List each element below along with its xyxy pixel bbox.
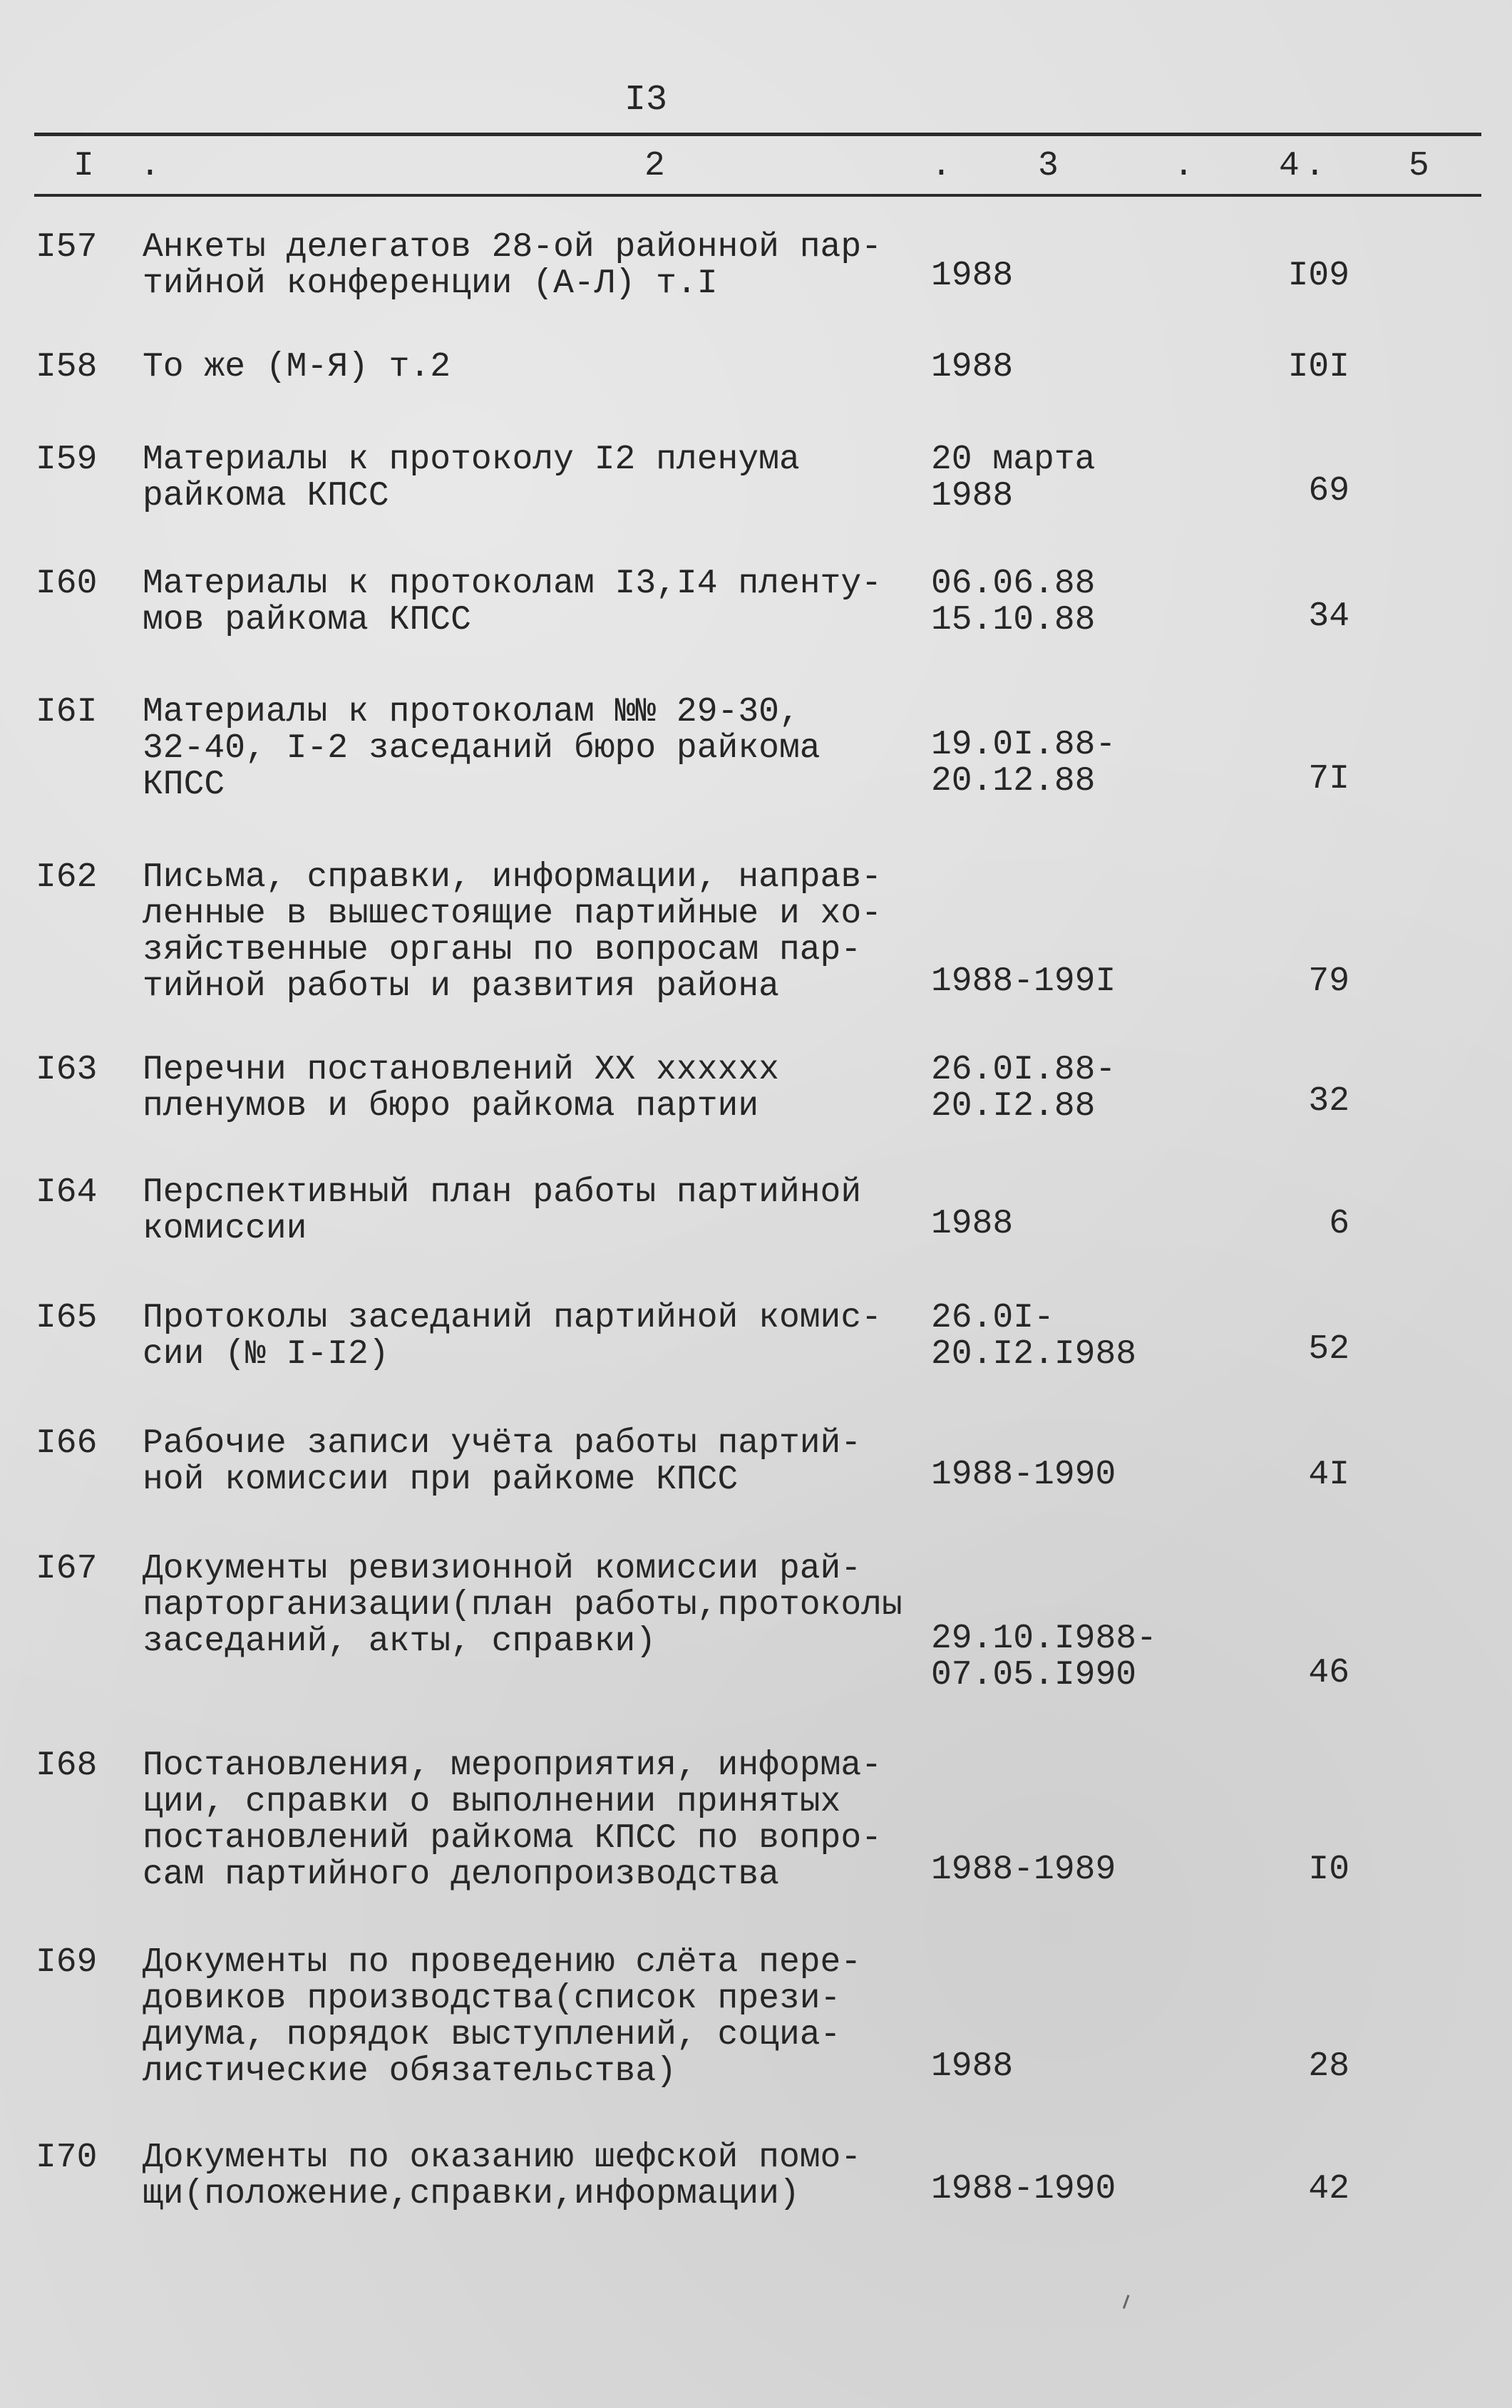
- entry-date: 06.06.88 15.10.88: [931, 565, 1096, 639]
- entry-sheet-count: 6: [1329, 1205, 1349, 1243]
- page-number: I3: [624, 80, 668, 120]
- entry-date: 1988: [931, 257, 1014, 295]
- pen-mark: [1123, 2295, 1133, 2310]
- entry-title: Материалы к протоколам №№ 29-30, 32-40, I-2 заседаний бюро райкома КПСС: [143, 693, 821, 804]
- entry-number: I57: [36, 228, 98, 267]
- entry-date: 1988: [931, 1205, 1014, 1243]
- entry-sheet-count: 42: [1308, 2170, 1349, 2208]
- entry-title: Протоколы заседаний партийной комис- сии (№ I-I2): [143, 1299, 882, 1374]
- entry-sheet-count: I09: [1287, 257, 1349, 295]
- entry-number: I58: [36, 348, 98, 386]
- entry-sheet-count: 4I: [1308, 1456, 1349, 1494]
- entry-date: 20 марта 1988: [931, 441, 1096, 515]
- entry-title: Материалы к протоколам I3,I4 пленту- мов райкома КПСС: [143, 565, 882, 639]
- entry-title: Анкеты делегатов 28-ой районной пар- тийной конференции (А-Л) т.I: [143, 228, 882, 303]
- entry-number: I70: [36, 2139, 98, 2177]
- entry-date: 1988: [931, 2047, 1014, 2086]
- column-header-1: I: [73, 147, 94, 185]
- entry-number: I65: [36, 1299, 98, 1337]
- column-separator: .: [1173, 147, 1194, 185]
- column-header-3: 3: [1038, 147, 1059, 185]
- entry-sheet-count: I0: [1308, 1851, 1349, 1889]
- entry-number: I66: [36, 1424, 98, 1463]
- column-separator: .: [140, 147, 160, 185]
- entry-title: То же (М-Я) т.2: [143, 348, 451, 386]
- entry-title: Документы ревизионной комиссии рай- парторганизации(план работы,протоколы заседаний, акты, справки): [143, 1550, 902, 1661]
- entry-number: I59: [36, 441, 98, 479]
- entry-date: 26.0I.88- 20.I2.88: [931, 1051, 1116, 1126]
- header-top-rule: [34, 133, 1481, 136]
- column-header-4: 4: [1279, 147, 1300, 185]
- entry-title: Рабочие записи учёта работы партий- ной комиссии при райкоме КПСС: [143, 1424, 862, 1499]
- entry-number: I6I: [36, 693, 98, 731]
- entry-sheet-count: 32: [1308, 1082, 1349, 1121]
- entry-number: I63: [36, 1051, 98, 1089]
- column-header-2: 2: [644, 147, 665, 185]
- column-separator: .: [931, 147, 952, 185]
- entry-number: I67: [36, 1550, 98, 1588]
- entry-sheet-count: 7I: [1308, 760, 1349, 798]
- entry-number: I60: [36, 565, 98, 603]
- entry-date: 26.0I- 20.I2.I988: [931, 1299, 1137, 1374]
- entry-number: I69: [36, 1943, 98, 1982]
- entry-title: Документы по оказанию шефской помо- щи(положение,справки,информации): [143, 2139, 862, 2213]
- entry-sheet-count: 79: [1308, 962, 1349, 1001]
- entry-date: 1988-199I: [931, 962, 1116, 1001]
- entry-sheet-count: 52: [1308, 1330, 1349, 1369]
- entry-title: Письма, справки, информации, направ- ленные в вышестоящие партийные и хо- зяйственные органы по вопросам пар- тийной работы и развития района: [143, 858, 882, 1006]
- header-bottom-rule: [34, 194, 1481, 197]
- entry-number: I62: [36, 858, 98, 897]
- entry-date: 1988-1990: [931, 1456, 1116, 1494]
- entry-title: Документы по проведению слёта пере- довиков производства(список прези- диума, порядок выступлений, социа- листические обязательства): [143, 1943, 862, 2091]
- entry-title: Постановления, мероприятия, информа- ции, справки о выполнении принятых постановлений райкома КПСС по вопро- сам партийного делопроизводства: [143, 1746, 882, 1894]
- entry-date: 29.10.I988- 07.05.I990: [931, 1620, 1157, 1694]
- entry-sheet-count: I0I: [1287, 348, 1349, 386]
- entry-title: Материалы к протоколу I2 пленума райкома КПСС: [143, 441, 800, 515]
- entry-title: Перечни постановлений ХХ хххххх пленумов и бюро райкома партии: [143, 1051, 779, 1126]
- entry-date: 1988-1990: [931, 2170, 1116, 2208]
- entry-number: I64: [36, 1173, 98, 1212]
- entry-date: 1988-1989: [931, 1851, 1116, 1889]
- column-header-5: 5: [1409, 147, 1429, 185]
- column-separator: .: [1305, 147, 1325, 185]
- entry-date: 19.0I.88- 20.12.88: [931, 726, 1116, 801]
- entry-sheet-count: 28: [1308, 2047, 1349, 2086]
- entry-date: 1988: [931, 348, 1014, 386]
- entry-number: I68: [36, 1746, 98, 1785]
- entry-sheet-count: 46: [1308, 1654, 1349, 1692]
- entry-title: Перспективный план работы партийной комиссии: [143, 1173, 862, 1248]
- entry-sheet-count: 34: [1308, 597, 1349, 636]
- entry-sheet-count: 69: [1308, 472, 1349, 510]
